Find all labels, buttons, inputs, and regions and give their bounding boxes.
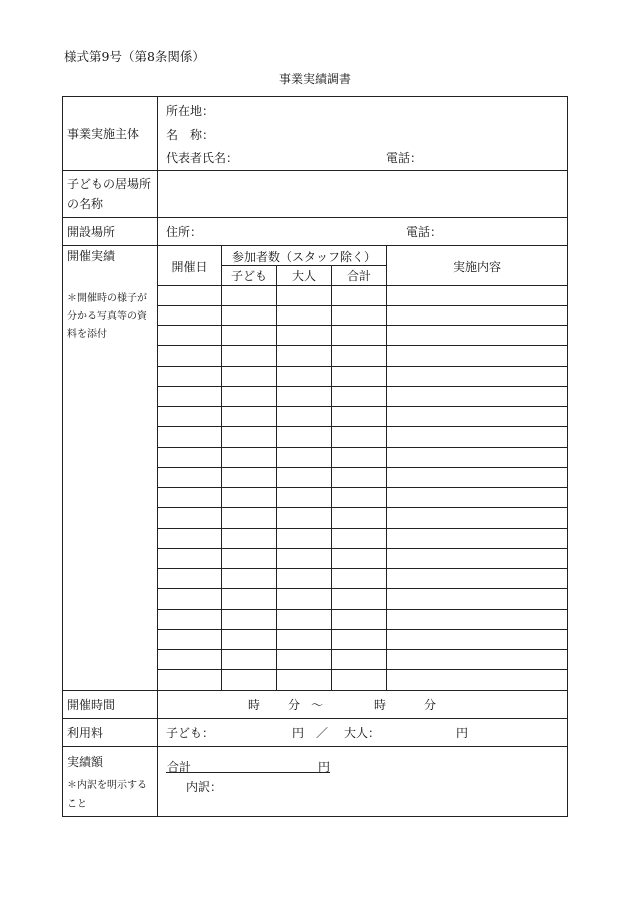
fee-label: 利用料 bbox=[67, 726, 104, 740]
fee-slash: ／ bbox=[316, 726, 329, 740]
address-label: 所在地： bbox=[166, 104, 215, 118]
hours-tilde: ～ bbox=[311, 698, 324, 712]
place-name-label-line2: の名称 bbox=[67, 197, 104, 211]
representative-label: 代表者氏名： bbox=[166, 151, 239, 165]
record-label: 開催実績 bbox=[67, 249, 116, 263]
col-content-header: 実施内容 bbox=[452, 260, 501, 274]
fee-child-yen: 円 bbox=[292, 726, 305, 740]
amount-note-line2: こと bbox=[67, 799, 87, 810]
document-title: 事業実績調書 bbox=[278, 72, 351, 86]
venue-label: 開設場所 bbox=[67, 225, 116, 239]
amount-total-label: 合計 bbox=[167, 760, 192, 774]
amount-total-yen: 円 bbox=[318, 760, 331, 774]
hours-hour-end: 時 bbox=[374, 698, 387, 712]
venue-address-label: 住所： bbox=[166, 225, 203, 239]
place-name-label-line1: 子どもの居場所 bbox=[67, 177, 152, 191]
amount-note-line1: ＊内訳を明示する bbox=[67, 780, 147, 791]
hours-minute-end: 分 bbox=[424, 698, 437, 712]
col-participants-header: 参加者数（スタッフ除く） bbox=[231, 250, 376, 264]
fee-adult-yen: 円 bbox=[456, 726, 469, 740]
hours-hour-start: 時 bbox=[248, 698, 261, 712]
col-date-header: 開催日 bbox=[171, 260, 208, 274]
hours-label: 開催時間 bbox=[67, 698, 116, 712]
record-note-line1: ＊開催時の様子が bbox=[67, 293, 147, 304]
venue-phone-label: 電話： bbox=[406, 225, 443, 239]
col-total-header: 合計 bbox=[346, 269, 371, 283]
amount-breakdown-label: 内訳： bbox=[186, 780, 223, 794]
amount-label: 実績額 bbox=[67, 755, 104, 769]
fee-child-label: 子ども： bbox=[166, 726, 215, 740]
form-number: 様式第9号（第8条関係） bbox=[64, 49, 205, 64]
hours-minute-start: 分 bbox=[288, 698, 301, 712]
col-adults-header: 大人 bbox=[291, 269, 316, 283]
col-children-header: 子ども bbox=[230, 269, 267, 283]
organizer-phone-label: 電話： bbox=[386, 151, 423, 165]
record-note-line3: 料を添付 bbox=[67, 329, 107, 340]
name-label: 名 称： bbox=[166, 128, 215, 142]
organizer-label: 事業実施主体 bbox=[67, 127, 140, 141]
record-note-line2: 分かる写真等の資 bbox=[67, 311, 147, 322]
fee-adult-label: 大人： bbox=[344, 726, 381, 740]
